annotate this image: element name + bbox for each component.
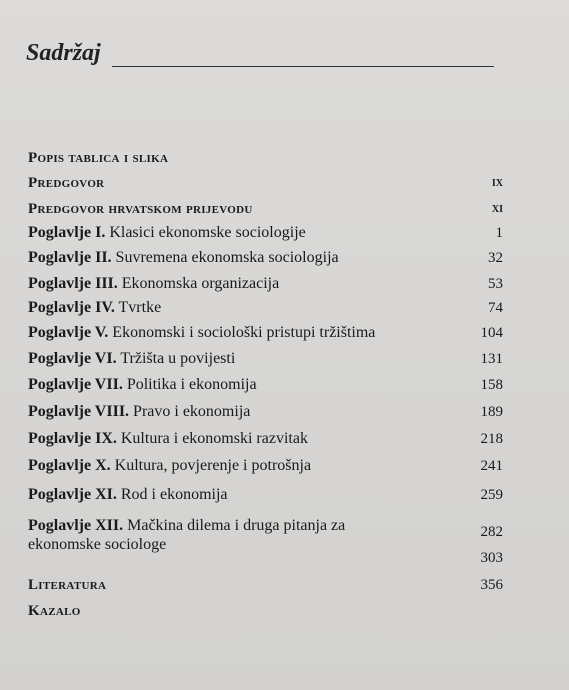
chapter-label: Poglavlje II. (28, 249, 112, 266)
toc-entry-page: 131 (480, 351, 503, 367)
chapter-label: Poglavlje III. (28, 275, 118, 292)
toc-entry-chapter-11 (28, 485, 503, 509)
toc-entry-unlabeled (28, 548, 503, 572)
toc-entry-title: Ekonomska organizacija (121, 275, 280, 292)
toc-entry-page: 189 (480, 404, 503, 420)
toc-entry-title: Kazalo (28, 603, 81, 619)
toc-entry-title: Pravo i ekonomija (133, 403, 251, 420)
toc-entry-page: 74 (488, 300, 503, 316)
toc-entry-title: Predgovor (28, 175, 105, 191)
chapter-label: Poglavlje V. (28, 324, 109, 341)
toc-entry-title: Politika i ekonomija (126, 376, 257, 393)
heading-rule (112, 66, 494, 67)
toc-entry-page: 53 (488, 276, 503, 292)
toc-entry-chapter-1 (28, 223, 503, 247)
toc-entry-title: Literatura (28, 577, 107, 593)
toc-entry-chapter-3 (28, 274, 503, 298)
toc-entry-chapter-4 (28, 298, 503, 322)
toc-entry-title: Klasici ekonomske sociologije (109, 224, 306, 241)
toc-entry-page: 104 (480, 325, 503, 341)
chapter-label: Poglavlje VIII. (28, 403, 130, 420)
toc-entry-page: xi (491, 201, 503, 216)
toc-entry-title: Suvremena ekonomska sociologija (115, 249, 339, 266)
toc-entry-chapter-8 (28, 402, 503, 426)
toc-entry-tables (28, 148, 503, 172)
toc-entry-page: 32 (488, 250, 503, 266)
toc-entry-chapter-5 (28, 323, 503, 347)
toc-entry-title: Popis tablica i slika (28, 150, 169, 166)
chapter-label: Poglavlje XI. (28, 486, 117, 503)
chapter-label: Poglavlje I. (28, 224, 106, 241)
toc-entry-page: 259 (480, 487, 503, 503)
toc-entry-title: Mačkina dilema i druga pitanja za ekonomske sociologe (28, 517, 346, 553)
toc-entry-title: Tvrtke (118, 299, 162, 316)
toc-entry-preface-hr (28, 199, 503, 223)
chapter-label: Poglavlje IX. (28, 430, 117, 447)
toc-entry-title: Tržišta u povijesti (120, 350, 236, 367)
toc-entry-title: Ekonomski i sociološki pristupi tržištima (112, 324, 376, 341)
chapter-label: Poglavlje VII. (28, 376, 123, 393)
toc-heading: Sadržaj (26, 40, 101, 66)
toc-entry-page: ix (491, 175, 503, 190)
toc-entry-chapter-9 (28, 429, 503, 453)
toc-entry-chapter-6 (28, 349, 503, 373)
toc-entry-chapter-7 (28, 375, 503, 399)
chapter-label: Poglavlje X. (28, 457, 111, 474)
chapter-label: Poglavlje XII. (28, 517, 124, 534)
toc-entry-title: Kultura, povjerenje i potrošnja (114, 457, 312, 474)
toc-entry-page: 158 (480, 377, 503, 393)
toc-entry-index (28, 601, 503, 625)
chapter-label: Poglavlje IV. (28, 299, 115, 316)
toc-entry-page: 1 (495, 225, 503, 241)
toc-entry-page: 282 (480, 524, 503, 540)
toc-entry-title: Rod i ekonomija (120, 486, 228, 503)
toc-entry-literature (28, 575, 503, 599)
toc-entry-page: 218 (480, 431, 503, 447)
toc-entry-title: Kultura i ekonomski razvitak (120, 430, 308, 447)
toc-entry-page: 356 (480, 577, 503, 593)
toc-entry-preface (28, 173, 503, 197)
toc-entry-page: 303 (480, 550, 503, 566)
toc-entry-page: 241 (480, 458, 503, 474)
toc-entry-title: Predgovor hrvatskom prijevodu (28, 201, 253, 217)
chapter-label: Poglavlje VI. (28, 350, 117, 367)
toc-entry-chapter-2 (28, 248, 503, 272)
toc-entry-chapter-10 (28, 456, 503, 480)
